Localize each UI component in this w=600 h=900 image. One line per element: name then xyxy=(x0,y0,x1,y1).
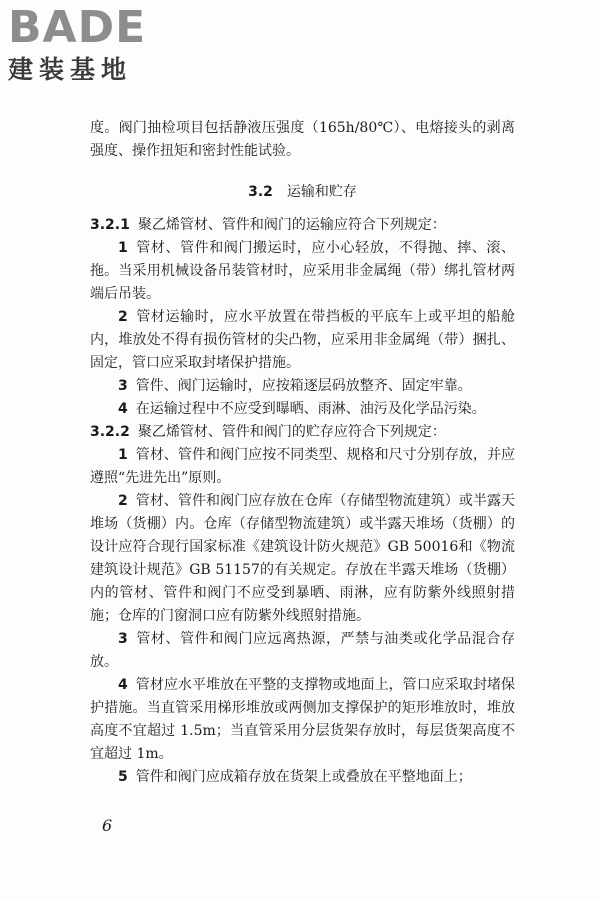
item-number: 3 xyxy=(118,378,128,394)
item-text: 管材运输时，应水平放置在带挡板的平底车上或平坦的船舱内，堆放处不得有损伤管材的尖凸物，应采用非金属绳（带）捆扎、固定，管口应采取封堵保护措施。 xyxy=(90,309,515,371)
list-item xyxy=(90,398,515,421)
item-text: 在运输过程中不应受到曝晒、雨淋、油污及化学品污染。 xyxy=(135,401,486,417)
item-text: 管材、管件和阀门应远离热源，严禁与油类或化学品混合存放。 xyxy=(90,631,515,670)
list-item xyxy=(90,490,515,628)
list-item xyxy=(90,766,515,789)
list-item xyxy=(90,628,515,674)
clause-3-2-2 xyxy=(90,421,515,444)
item-text: 管材、管件和阀门应存放在仓库（存储型物流建筑）或半露天堆场（货棚）内。仓库（存储型物流建筑）或半露天堆场（货棚）的设计应符合现行国家标准《建筑设计防火规范》GB 50016和《物流建筑设计规范》GB 51157的有关规定。存放在半露天堆场（货棚）内的管材、管件和阀门不应受到暴晒、雨淋，应有防紫外线照射措施；仓库的门窗洞口应有防紫外线照射措施。 xyxy=(90,493,515,624)
list-item xyxy=(90,674,515,766)
item-text: 管件和阀门应成箱存放在货架上或叠放在平整地面上； xyxy=(135,769,472,785)
section-number: 3.2 xyxy=(248,184,273,200)
item-number: 4 xyxy=(118,677,128,693)
section-title: 运输和贮存 xyxy=(286,184,357,200)
item-number: 2 xyxy=(118,309,128,325)
page-number: 6 xyxy=(102,816,113,835)
clause-number: 3.2.2 xyxy=(90,424,130,440)
item-number: 5 xyxy=(118,769,128,785)
item-text: 管材应水平堆放在平整的支撑物或地面上，管口应采取封堵保护措施。当直管采用梯形堆放或两侧加支撑保护的矩形堆放时，堆放高度不宜超过 1.5m；当直管采用分层货架存放时，每层货架高度不宜超过 1m。 xyxy=(90,677,515,762)
clause-text: 聚乙烯管材、管件和阀门的运输应符合下列规定： xyxy=(137,217,446,233)
continuation-paragraph: 度。阀门抽检项目包括静液压强度（165h/80℃）、电熔接头的剥离强度、操作扭矩和密封性能试验。 xyxy=(90,120,515,159)
item-text: 管材、管件和阀门应按不同类型、规格和尺寸分别存放，并应遵照“先进先出”原则。 xyxy=(90,447,515,486)
logo-word: BADE xyxy=(8,2,147,53)
logo xyxy=(8,2,147,86)
list-item xyxy=(90,444,515,490)
clause-number: 3.2.1 xyxy=(90,217,130,233)
logo-subtitle: 建装基地 xyxy=(8,55,133,84)
item-number: 4 xyxy=(118,401,128,417)
page-body xyxy=(90,117,515,789)
item-number: 1 xyxy=(118,447,128,463)
list-item xyxy=(90,237,515,306)
list-item xyxy=(90,306,515,375)
clause-3-2-1 xyxy=(90,214,515,237)
item-text: 管材、管件和阀门搬运时，应小心轻放，不得抛、摔、滚、拖。当采用机械设备吊装管材时，应采用非金属绳（带）绑扎管材两端后吊装。 xyxy=(90,240,515,302)
item-text: 管件、阀门运输时，应按箱逐层码放整齐、固定牢靠。 xyxy=(135,378,472,394)
item-number: 2 xyxy=(118,493,128,509)
list-item xyxy=(90,375,515,398)
clause-text: 聚乙烯管材、管件和阀门的贮存应符合下列规定： xyxy=(137,424,446,440)
item-number: 1 xyxy=(118,240,128,256)
section-heading xyxy=(90,181,515,204)
item-number: 3 xyxy=(118,631,128,647)
